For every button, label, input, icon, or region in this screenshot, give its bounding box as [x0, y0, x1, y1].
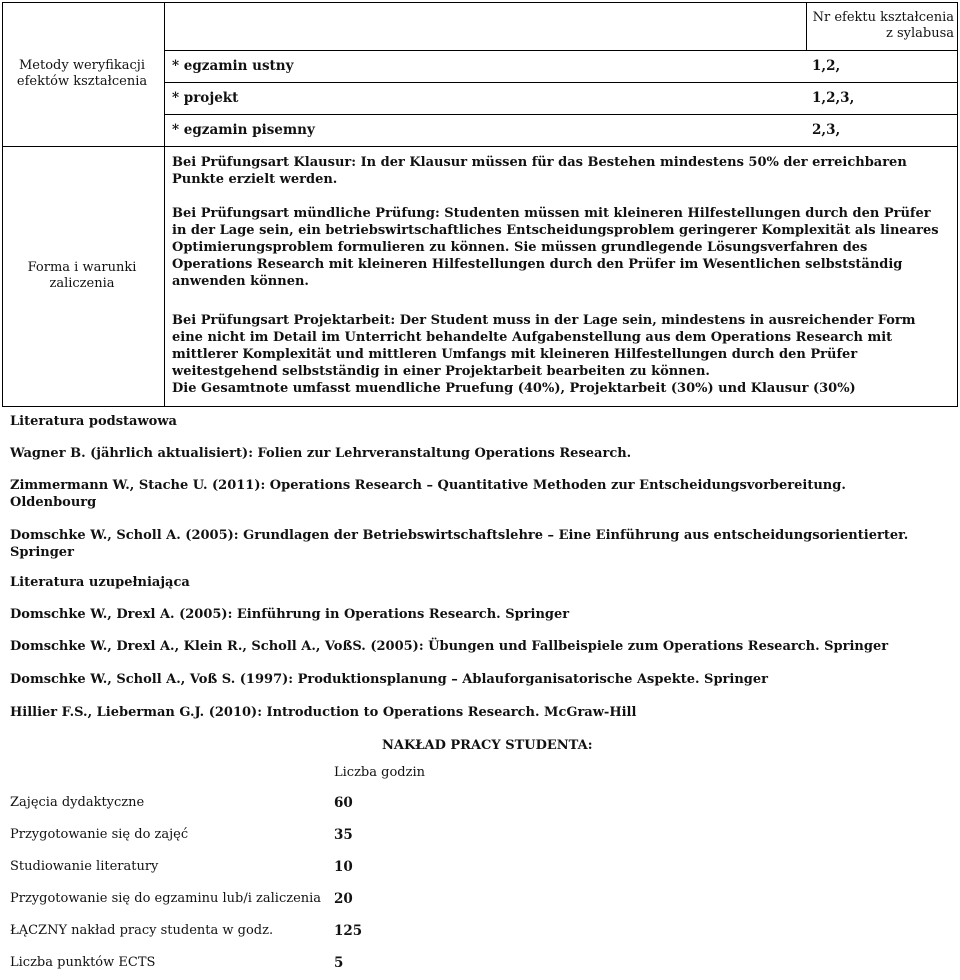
frame-right-line — [957, 2, 958, 407]
literature-basic-item-3: Domschke W., Scholl A. (2005): Grundlagen der Betriebswirtschaftslehre – Eine Einführung aus entscheidungsorientierter. Springer — [10, 528, 909, 560]
verification-effects-written: 2,3, — [812, 122, 841, 138]
hours-column-header: Liczba godzin — [334, 765, 425, 780]
workload-row-label-ects: Liczba punktów ECTS — [10, 955, 156, 970]
verification-row-line-2 — [164, 114, 958, 115]
literature-basic-heading: Literatura podstawowa — [10, 414, 177, 429]
assessment-label: Forma i warunki zaliczenia — [27, 260, 137, 291]
literature-basic-item-1: Wagner B. (jährlich aktualisiert): Folien zur Lehrveranstaltung Operations Research. — [10, 446, 632, 461]
label-column-divider — [164, 2, 165, 407]
verification-method-project: * projekt — [172, 90, 239, 106]
effect-number-header: Nr efektu kształcenia z sylabusa — [812, 10, 954, 41]
literature-supplementary-item-4: Hillier F.S., Lieberman G.J. (2010): Introduction to Operations Research. McGraw-Hill — [10, 705, 637, 720]
frame-left-line — [2, 2, 3, 407]
assessment-oral-paragraph: Bei Prüfungsart mündliche Prüfung: Studenten müssen mit kleineren Hilfestellungen durch den Prüfer in der Lage sein, ein betriebswirtschaftliches Entscheidungsproblem geringerer Komplexität als lineares Optimierungsproblem formulieren zu können. Sie müssen grundlegende Lösungsverfahren des Operations Research mit kleineren Hilfestellungen durch den Prüfer im Wesentlichen selbstständig anwenden können. — [172, 206, 939, 289]
workload-row-value-total: 125 — [334, 923, 363, 939]
workload-row-label-exam-prep: Przygotowanie się do egzaminu lub/i zaliczenia — [10, 891, 322, 906]
literature-supplementary-item-2: Domschke W., Drexl A., Klein R., Scholl A., VoßS. (2005): Übungen und Fallbeispiele zum Operations Research. Springer — [10, 639, 889, 654]
workload-row-label-total: ŁĄCZNY nakład pracy studenta w godz. — [10, 923, 274, 938]
verification-method-written: * egzamin pisemny — [172, 122, 315, 138]
workload-row-label-literature: Studiowanie literatury — [10, 859, 159, 874]
workload-row-value-literature: 10 — [334, 859, 353, 875]
verification-method-oral: * egzamin ustny — [172, 58, 294, 74]
verification-methods-label: Metody weryfikacji efektów kształcenia — [16, 58, 148, 89]
assessment-exam-paragraph: Bei Prüfungsart Klausur: In der Klausur müssen für das Bestehen mindestens 50% der erreichbaren Punkte erzielt werden. — [172, 155, 907, 187]
verification-bottom-line — [2, 146, 958, 147]
literature-supplementary-heading: Literatura uzupełniająca — [10, 575, 190, 590]
assessment-project-paragraph: Bei Prüfungsart Projektarbeit: Der Student muss in der Lage sein, mindestens in ausreichender Form eine nicht im Detail im Unterricht behandelte Aufgabenstellung aus dem Operations Research mit mittlerer Komplexität und mittleren Umfangs mit kleineren Hilfestellungen durch den Prüfer weitestgehend selbstständig in einer Projektarbeit bearbeiten zu können. Die Gesamtnote umfasst muendliche Pruefung (40%), Projektarbeit (30%) und Klausur (30%) — [172, 313, 916, 396]
verification-row-line-1 — [164, 82, 958, 83]
literature-basic-item-2: Zimmermann W., Stache U. (2011): Operations Research – Quantitative Methoden zur Entscheidungsvorbereitung. Oldenbourg — [10, 478, 846, 510]
workload-title: NAKŁAD PRACY STUDENTA: — [382, 738, 593, 753]
assessment-bottom-line — [2, 406, 958, 407]
workload-row-value-classes: 60 — [334, 795, 353, 811]
verification-header-line — [164, 50, 958, 51]
literature-supplementary-item-3: Domschke W., Scholl A., Voß S. (1997): Produktionsplanung – Ablauforganisatorische Aspekte. Springer — [10, 672, 768, 687]
verification-effects-project: 1,2,3, — [812, 90, 855, 106]
verification-effects-oral: 1,2, — [812, 58, 841, 74]
nr-header-divider — [806, 2, 807, 50]
workload-row-value-ects: 5 — [334, 955, 344, 971]
workload-row-value-preparation: 35 — [334, 827, 353, 843]
workload-row-value-exam-prep: 20 — [334, 891, 353, 907]
workload-row-label-classes: Zajęcia dydaktyczne — [10, 795, 145, 810]
literature-supplementary-item-1: Domschke W., Drexl A. (2005): Einführung in Operations Research. Springer — [10, 607, 570, 622]
frame-top-line — [2, 2, 958, 3]
workload-row-label-preparation: Przygotowanie się do zajęć — [10, 827, 189, 842]
